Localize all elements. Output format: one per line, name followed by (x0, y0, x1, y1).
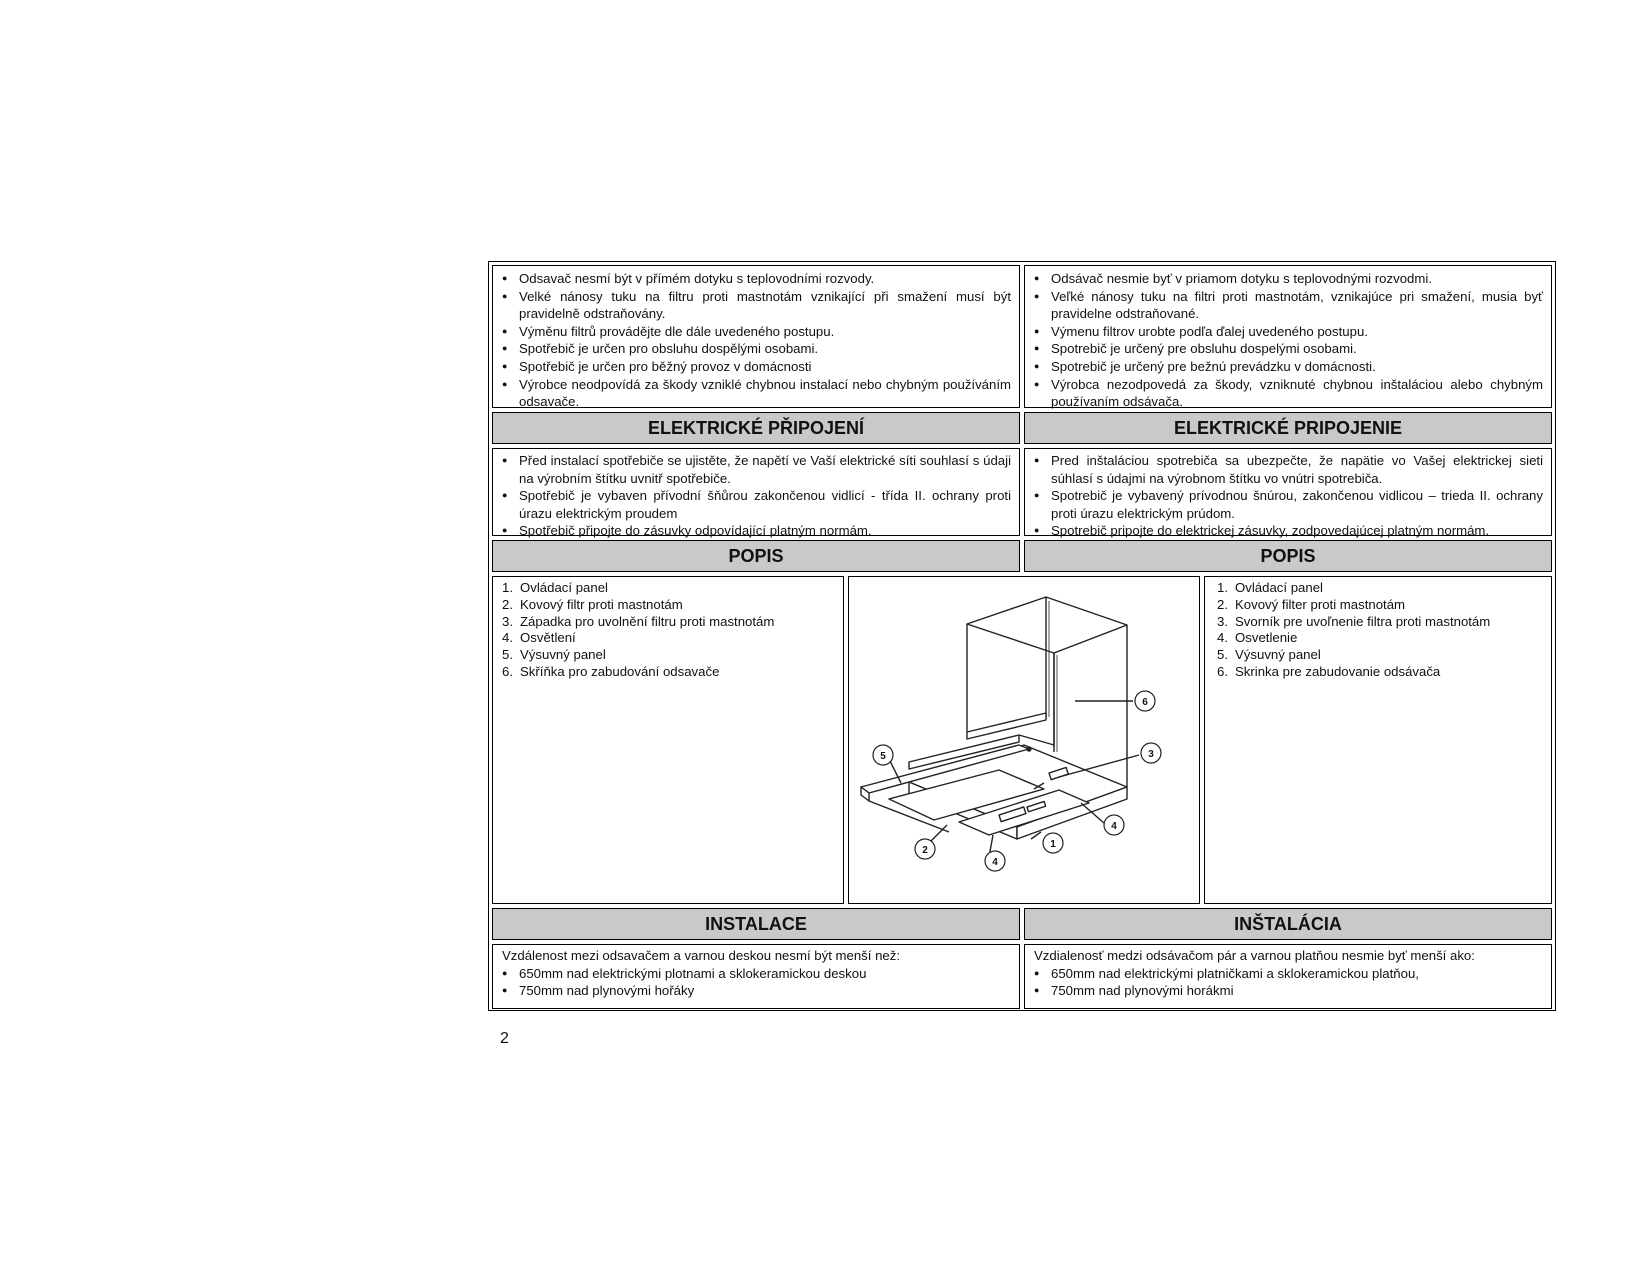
svg-text:1: 1 (1050, 839, 1056, 850)
list-item: ● Veľké nánosy tuku na filtri proti mastnotám, vznikajúce pri smažení, musia byť pravidelne odstraňované. (1025, 288, 1543, 323)
sk-electric-heading: ELEKTRICKÉ PRIPOJENIE (1024, 412, 1552, 444)
cz-electric-heading: ELEKTRICKÉ PŘIPOJENÍ (492, 412, 1020, 444)
cz-parts-list (502, 580, 843, 681)
callout-6 (1135, 691, 1155, 711)
list-item: ● Výrobce neodpovídá za škody vzniklé chybnou instalací nebo chybným používáním odsavače. (493, 376, 1011, 411)
list-item: 1. Ovládací panel (1217, 580, 1323, 595)
callout-4-right (1104, 815, 1124, 835)
cz-description-heading: POPIS (492, 540, 1020, 572)
sk-parts-box (1204, 576, 1552, 904)
list-item: 3. Svorník pre uvoľnenie filtra proti mastnotám (1217, 613, 1491, 629)
list-item: ● Pred inštaláciou spotrebiča sa ubezpečte, že napätie vo Vašej elektrickej sieti súhlasí s údajmi na výrobnom štítku vo vnútri spotrebiča. (1025, 452, 1543, 487)
cz-parts-box (492, 576, 844, 904)
list-item: ● Velké nánosy tuku na filtru proti mastnotám vznikající při smažení musí být pravidelně odstraňovány. (493, 288, 1011, 323)
callout-4-bottom (985, 851, 1005, 871)
sk-safety-box (1024, 265, 1552, 408)
sk-electric-box (1024, 448, 1552, 539)
list-item: ● Před instalací spotřebiče se ujistěte, že napětí ve Vaší elektrické síti souhlasí s údaji na výrobním štítku uvnitř spotřebiče. (493, 452, 1011, 487)
list-item: ● Odsávač nesmie byť v priamom dotyku s teplovodnými rozvodmi. (1025, 270, 1543, 288)
list-item: ● Výměnu filtrů provádějte dle dále uvedeného postupu. (493, 323, 1011, 341)
svg-text:4: 4 (1111, 821, 1117, 832)
manual-page-frame (488, 261, 1556, 1011)
cz-safety-list (493, 270, 1017, 411)
list-item: ● 750mm nad plynovými horákmi (1025, 982, 1543, 1000)
cz-electric-box (492, 448, 1020, 539)
sk-installation-box (1024, 944, 1552, 1009)
cz-installation-list (493, 965, 1017, 1000)
list-item: 6. Skrinka pre zabudovanie odsávača (1217, 663, 1441, 679)
cz-electric-list (493, 452, 1017, 540)
list-item: ● Odsavač nesmí být v přímém dotyku s teplovodními rozvody. (493, 270, 1011, 288)
sk-description-heading: POPIS (1024, 540, 1552, 572)
list-item: 1. Ovládací panel (502, 580, 608, 595)
sk-parts-list (1217, 580, 1551, 681)
list-item: ● 750mm nad plynovými hořáky (493, 982, 1011, 1000)
callout-5 (873, 745, 893, 765)
hood-diagram-box (848, 576, 1200, 904)
list-item: ● Spotřebič připojte do zásuvky odpovídající platným normám. (493, 522, 1011, 540)
list-item: ● Spotřebič je vybaven přívodní šňůrou zakončenou vidlicí - třída II. ochrany proti úrazu elektrickým proudem (493, 487, 1011, 522)
list-item: ● Výrobca nezodpovedá za škody, vzniknuté chybnou inštaláciou alebo chybným používaním odsávača. (1025, 376, 1543, 411)
sk-safety-list (1025, 270, 1549, 411)
svg-text:5: 5 (880, 751, 886, 762)
list-item: ● Spotřebič je určen pro běžný provoz v domácnosti (493, 358, 1011, 376)
sk-installation-heading: INŠTALÁCIA (1024, 908, 1552, 940)
list-item: 3. Západka pro uvolnění filtru proti mastnotám (502, 613, 775, 629)
callout-2 (915, 839, 935, 859)
page-number: 2 (500, 1030, 509, 1047)
list-item: 5. Výsuvný panel (1217, 647, 1321, 663)
cooker-hood-diagram (849, 577, 1199, 903)
list-item: ● Spotřebič je určen pro obsluhu dospělými osobami. (493, 340, 1011, 358)
cz-installation-lead: Vzdálenost mezi odsavačem a varnou deskou nesmí být menší než: (502, 948, 901, 963)
list-item: ● Spotrebič je vybavený prívodnou šnúrou, zakončenou vidlicou – trieda II. ochrany proti úrazu elektrickým prúdom. (1025, 487, 1543, 522)
list-item: ● Výmenu filtrov urobte podľa ďalej uvedeného postupu. (1025, 323, 1543, 341)
cz-safety-box (492, 265, 1020, 408)
svg-text:3: 3 (1148, 749, 1154, 760)
callout-1 (1043, 833, 1063, 853)
svg-text:4: 4 (992, 857, 998, 868)
list-item: ● Spotrebič pripojte do elektrickej zásuvky, zodpovedajúcej platným normám. (1025, 522, 1543, 540)
list-item: 4. Osvětlení (502, 630, 576, 646)
sk-electric-list (1025, 452, 1549, 540)
list-item: ● Spotrebič je určený pre obsluhu dospelými osobami. (1025, 340, 1543, 358)
list-item: ● 650mm nad elektrickými plotnami a sklokeramickou deskou (493, 965, 1011, 983)
sk-installation-list (1025, 965, 1549, 1000)
list-item: 2. Kovový filter proti mastnotám (1217, 596, 1406, 612)
list-item: 4. Osvetlenie (1217, 630, 1298, 646)
list-item: ● 650mm nad elektrickými platničkami a sklokeramickou platňou, (1025, 965, 1543, 983)
cz-installation-heading: INSTALACE (492, 908, 1020, 940)
svg-text:2: 2 (922, 845, 928, 856)
svg-text:6: 6 (1142, 697, 1148, 708)
callout-3 (1141, 743, 1161, 763)
list-item: 2. Kovový filtr proti mastnotám (502, 596, 683, 612)
list-item: ● Spotrebič je určený pre bežnú prevádzku v domácnosti. (1025, 358, 1543, 376)
list-item: 5. Výsuvný panel (502, 647, 606, 663)
list-item: 6. Skříňka pro zabudování odsavače (502, 663, 720, 679)
cz-installation-box (492, 944, 1020, 1009)
sk-installation-lead: Vzdialenosť medzi odsávačom pár a varnou platňou nesmie byť menší ako: (1034, 948, 1475, 963)
